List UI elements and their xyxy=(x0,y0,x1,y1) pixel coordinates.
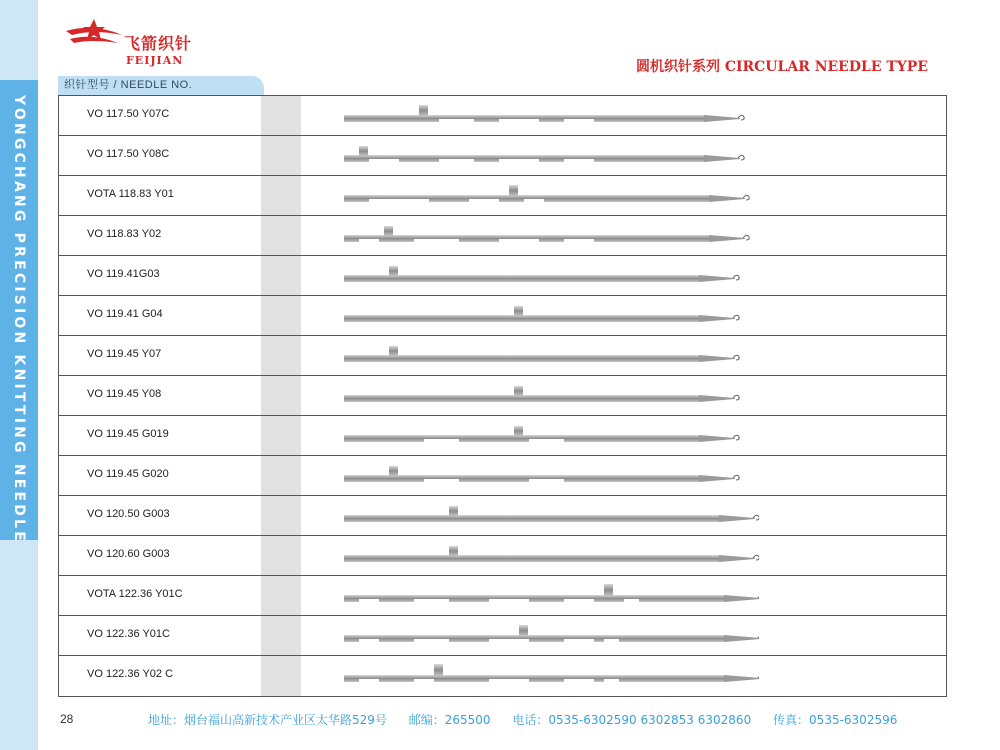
needle-number-label: VO 118.83 Y02 xyxy=(87,228,162,240)
needle-image-icon xyxy=(339,656,759,696)
needle-image-icon xyxy=(339,376,759,416)
table-row xyxy=(59,216,946,256)
needle-number-label: VO 122.36 Y02 C xyxy=(87,668,174,680)
needle-number-label: VO 119.41G03 xyxy=(87,268,160,280)
needle-image-icon xyxy=(339,536,759,576)
needle-table xyxy=(58,95,947,697)
footer-phone: 电话：0535-6302590 6302853 6302860 xyxy=(512,713,752,727)
needle-number-label: VO 120.50 G003 xyxy=(87,508,170,520)
logo-chinese-text: 飞箭织针 xyxy=(124,34,193,53)
table-row xyxy=(59,136,946,176)
needle-image-icon xyxy=(339,416,759,456)
needle-number-label: VOTA 118.83 Y01 xyxy=(87,188,174,200)
needle-image-icon xyxy=(339,456,759,496)
needle-number-label: VO 122.36 Y01C xyxy=(87,628,170,640)
table-row xyxy=(59,576,946,616)
needle-number-label: VO 119.41 G04 xyxy=(87,308,163,320)
table-row xyxy=(59,96,946,136)
table-row xyxy=(59,256,946,296)
table-row xyxy=(59,336,946,376)
needle-image-icon xyxy=(339,616,759,656)
needle-image-icon xyxy=(339,176,759,216)
needle-number-label: VO 119.45 G020 xyxy=(87,468,169,480)
side-band-bottom xyxy=(0,540,38,750)
needle-image-icon xyxy=(339,576,759,616)
side-band-top xyxy=(0,0,38,80)
side-band xyxy=(0,0,38,750)
table-row xyxy=(59,536,946,576)
table-row xyxy=(59,496,946,536)
series-title: 圆机织针系列 CIRCULAR NEEDLE TYPE xyxy=(635,59,928,75)
page-number: 28 xyxy=(60,712,74,726)
needle-image-icon xyxy=(339,296,759,336)
table-row xyxy=(59,456,946,496)
footer-contact xyxy=(148,711,915,728)
footer-postcode: 邮编：265500 xyxy=(408,713,491,727)
arrow-logo-icon xyxy=(64,17,124,57)
needle-image-icon xyxy=(339,216,759,256)
needle-number-label: VOTA 122.36 Y01C xyxy=(87,588,183,600)
needle-image-icon xyxy=(339,336,759,376)
needle-number-label: VO 120.60 G003 xyxy=(87,548,170,560)
needle-number-label: VO 117.50 Y07C xyxy=(87,108,170,120)
logo-english-text: FEIJIAN xyxy=(126,54,184,67)
needle-image-icon xyxy=(339,136,759,176)
table-header-tab: 织针型号 / NEEDLE NO. xyxy=(58,76,264,95)
needle-number-label: VO 117.50 Y08C xyxy=(87,148,170,160)
needle-image-icon xyxy=(339,256,759,296)
table-row xyxy=(59,376,946,416)
needle-number-label: VO 119.45 Y07 xyxy=(87,348,162,360)
side-vertical-text: YONGCHANG PRECISION KNITTING NEEDLE xyxy=(11,95,27,544)
table-row xyxy=(59,296,946,336)
table-row xyxy=(59,656,946,696)
table-row xyxy=(59,176,946,216)
needle-image-icon xyxy=(339,96,759,136)
needle-number-label: VO 119.45 G019 xyxy=(87,428,169,440)
table-row xyxy=(59,416,946,456)
needle-number-label: VO 119.45 Y08 xyxy=(87,388,162,400)
needle-image-icon xyxy=(339,496,759,536)
footer-address: 地址：烟台福山高新技术产业区太华路529号 xyxy=(148,713,387,727)
table-row xyxy=(59,616,946,656)
brand-logo xyxy=(64,17,204,67)
footer-fax: 传真：0535-6302596 xyxy=(773,713,898,727)
